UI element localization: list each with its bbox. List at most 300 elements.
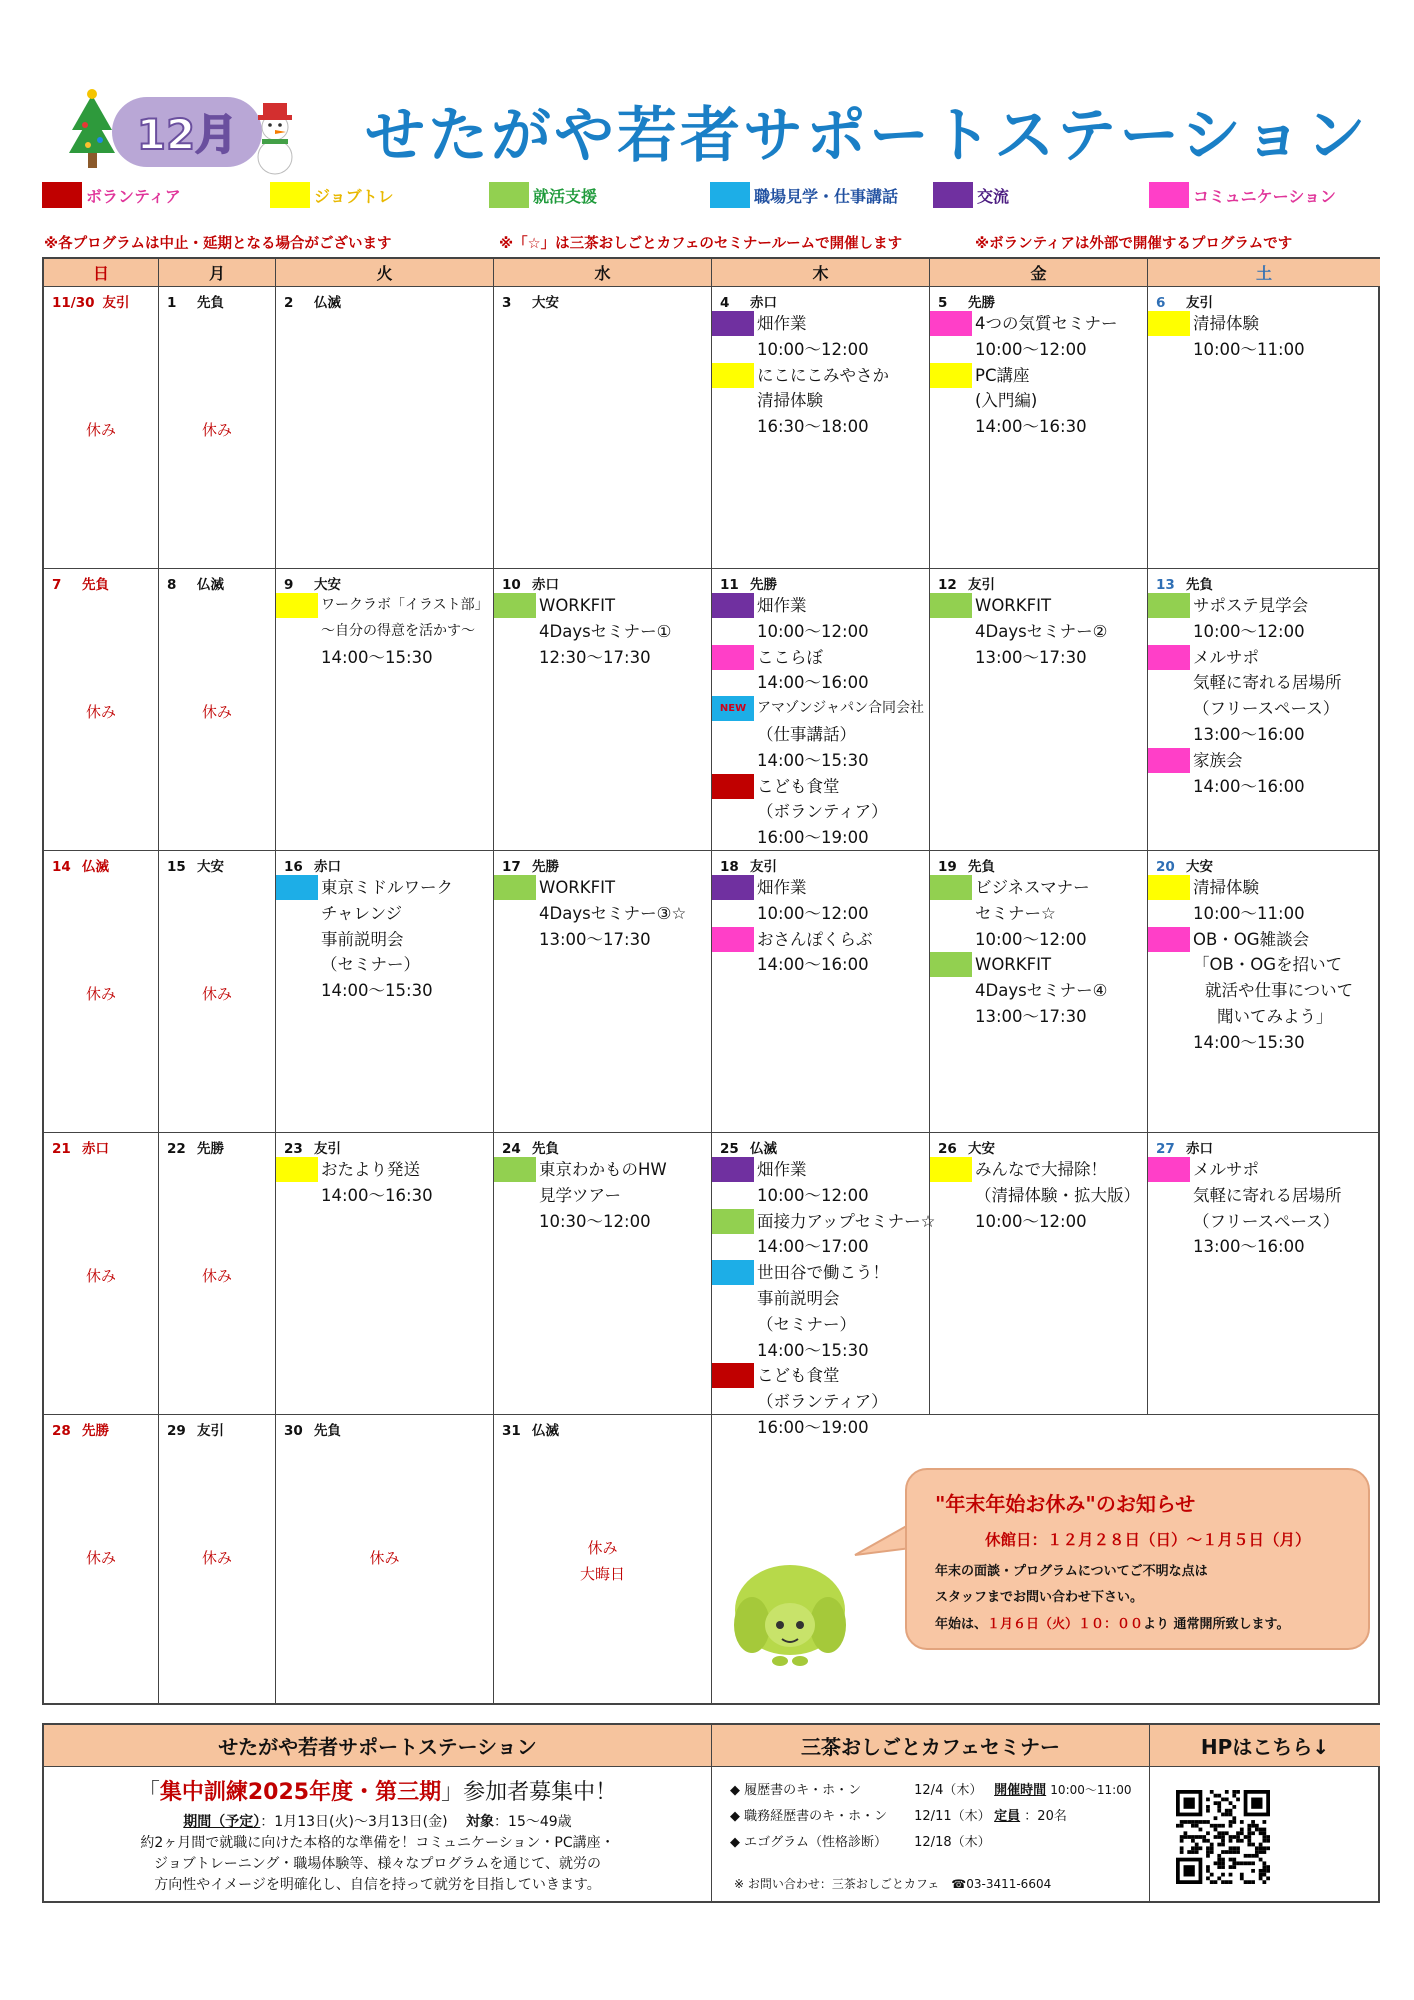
rokuyo-label: 友引 bbox=[314, 1141, 341, 1157]
event-title bbox=[930, 952, 1147, 978]
day-number: 25 bbox=[720, 1141, 739, 1157]
target-label: 対象 bbox=[466, 1814, 495, 1830]
day-cell bbox=[276, 569, 494, 851]
event-detail bbox=[712, 748, 929, 774]
closed-label bbox=[44, 1545, 158, 1571]
event-text: 4つの気質セミナー bbox=[975, 314, 1118, 333]
event-detail bbox=[276, 1183, 493, 1209]
day-cell bbox=[930, 569, 1148, 851]
event-list bbox=[1148, 1157, 1380, 1260]
target-value: ：15～49歳 bbox=[494, 1814, 572, 1830]
event-text: メルサポ bbox=[1193, 647, 1259, 667]
support-station-heading: せたがや若者サポートステーション bbox=[44, 1725, 711, 1767]
category-marker bbox=[1148, 1157, 1190, 1182]
event-detail bbox=[930, 1183, 1147, 1209]
event-detail bbox=[276, 645, 493, 671]
event-text: 10:00～12:00 bbox=[757, 903, 869, 923]
event-detail bbox=[1148, 901, 1380, 927]
event-list bbox=[1148, 311, 1380, 363]
event-text: 14:00～16:30 bbox=[975, 417, 1087, 437]
event-title bbox=[1148, 927, 1380, 953]
category-marker bbox=[712, 1209, 754, 1234]
event-text: 14:00～17:00 bbox=[757, 1237, 869, 1257]
event-detail bbox=[1148, 1209, 1380, 1235]
event-text: （ボランティア） bbox=[757, 1392, 888, 1412]
day-header bbox=[938, 1137, 995, 1157]
category-marker bbox=[1148, 311, 1190, 336]
event-text: 事前説明会 bbox=[757, 1288, 840, 1308]
day-cell bbox=[494, 851, 712, 1133]
day-number: 7 bbox=[52, 577, 62, 593]
day-header bbox=[52, 855, 109, 875]
rokuyo-label: 友引 bbox=[1186, 295, 1213, 311]
closed-text: 休み bbox=[201, 1267, 232, 1285]
day-cell bbox=[712, 1133, 936, 1437]
event-text: （仕事講話） bbox=[757, 724, 856, 744]
desc-line: ジョブトレーニング・職場体験等、様々なプログラムを通じて、就労の bbox=[153, 1856, 602, 1872]
closed-label bbox=[159, 1545, 275, 1571]
event-detail bbox=[930, 414, 1147, 440]
legend-swatch bbox=[710, 182, 750, 208]
event-detail bbox=[712, 619, 929, 645]
day-number: 31 bbox=[502, 1423, 521, 1439]
day-number: 30 bbox=[284, 1423, 303, 1439]
event-text: OB・OG雑談会 bbox=[1193, 929, 1310, 949]
event-title bbox=[712, 927, 929, 953]
event-detail bbox=[930, 619, 1147, 645]
rokuyo-label: 先勝 bbox=[968, 295, 995, 311]
event-text: ビジネスマナー bbox=[975, 878, 1090, 897]
event-text: おたより発送 bbox=[321, 1160, 420, 1179]
day-header bbox=[1156, 1137, 1213, 1157]
rokuyo-label: 先勝 bbox=[532, 859, 559, 875]
support-station-column bbox=[44, 1725, 712, 1901]
day-cell bbox=[276, 1133, 494, 1415]
rokuyo-label: 先負 bbox=[532, 1141, 559, 1157]
event-list bbox=[494, 593, 711, 670]
event-text: 14:00～15:30 bbox=[321, 981, 433, 1001]
event-text: 見学ツアー bbox=[539, 1185, 622, 1205]
event-text: 畑作業 bbox=[757, 314, 807, 333]
day-header bbox=[284, 1137, 341, 1157]
day-number: 2 bbox=[284, 295, 294, 311]
event-text: 4Daysセミナー③☆ bbox=[539, 903, 687, 923]
event-list bbox=[494, 1157, 711, 1234]
event-list bbox=[276, 593, 493, 670]
closed-label bbox=[44, 1263, 158, 1289]
rokuyo-label: 友引 bbox=[750, 859, 777, 875]
event-detail bbox=[930, 1004, 1147, 1030]
event-title bbox=[712, 1209, 936, 1235]
day-number: 5 bbox=[938, 295, 948, 311]
day-cell bbox=[276, 851, 494, 1133]
notice-line-1: 年末の面談・プログラムについてご不明な点は bbox=[935, 1564, 1208, 1579]
event-text: サポステ見学会 bbox=[1193, 596, 1309, 615]
event-text: 13:00～17:30 bbox=[975, 647, 1087, 667]
rokuyo-label: 大安 bbox=[532, 295, 559, 311]
event-text: WORKFIT bbox=[539, 596, 616, 615]
closed-label bbox=[159, 981, 275, 1007]
event-detail bbox=[712, 901, 929, 927]
category-marker bbox=[712, 645, 754, 670]
day-header bbox=[720, 1137, 777, 1157]
rokuyo-label: 仏滅 bbox=[532, 1423, 559, 1439]
headline-close: 」参加者募集中！ bbox=[441, 1780, 618, 1805]
event-detail bbox=[1148, 337, 1380, 363]
event-title bbox=[712, 774, 929, 800]
notice-reopen-date: １月６日（火）１０：００ bbox=[987, 1617, 1144, 1632]
diamond-bullet-icon: ◆ bbox=[730, 1783, 745, 1798]
category-marker bbox=[712, 363, 754, 388]
event-list bbox=[494, 875, 711, 952]
event-text: 東京わかものHW bbox=[539, 1160, 667, 1179]
closed-label bbox=[159, 417, 275, 443]
event-detail bbox=[1148, 670, 1380, 696]
lecture-date: 12/4（木） bbox=[914, 1783, 983, 1798]
event-text: 10:30～12:00 bbox=[539, 1211, 651, 1231]
day-header bbox=[1156, 291, 1213, 311]
contact-line: ※ お問い合わせ：三茶おしごとカフェ ☎03-3411-6604 bbox=[734, 1877, 1052, 1891]
rokuyo-label: 仏滅 bbox=[314, 295, 341, 311]
closed-text: 休み bbox=[201, 1549, 232, 1567]
event-text: 13:00～17:30 bbox=[539, 929, 651, 949]
lecture-name: 職務経歴書のキ・ホ・ン bbox=[744, 1809, 888, 1824]
legend-item bbox=[933, 181, 1009, 209]
qr-code-icon[interactable] bbox=[1176, 1790, 1270, 1884]
event-detail bbox=[712, 670, 929, 696]
day-header bbox=[167, 1419, 224, 1439]
lecture-item bbox=[730, 1779, 1131, 1798]
headline-open: 「 bbox=[137, 1780, 160, 1805]
event-title bbox=[276, 875, 493, 901]
time-value: 10:00～11:00 bbox=[1050, 1783, 1132, 1797]
day-number: 21 bbox=[52, 1141, 71, 1157]
event-detail bbox=[1148, 774, 1380, 800]
closed-label bbox=[44, 981, 158, 1007]
day-header bbox=[720, 291, 777, 311]
event-text: WORKFIT bbox=[975, 596, 1052, 615]
category-legend bbox=[42, 181, 1382, 211]
event-text: 4Daysセミナー① bbox=[539, 621, 672, 641]
event-text: ここらぼ bbox=[757, 647, 823, 667]
event-text: 16:00～19:00 bbox=[757, 828, 869, 848]
day-number: 28 bbox=[52, 1423, 71, 1439]
event-text: 畑作業 bbox=[757, 1160, 807, 1179]
event-title bbox=[930, 363, 1147, 389]
event-title bbox=[1148, 645, 1380, 671]
cafe-seminar-heading: 三茶おしごとカフェセミナー bbox=[712, 1725, 1149, 1767]
day-header bbox=[720, 855, 777, 875]
legend-item bbox=[710, 181, 898, 209]
event-detail bbox=[712, 1183, 929, 1209]
rokuyo-label: 大安 bbox=[968, 1141, 995, 1157]
program-note: ※各プログラムは中止・延期となる場合がございます bbox=[44, 236, 392, 252]
event-detail bbox=[276, 952, 493, 978]
closed-label bbox=[159, 699, 275, 725]
category-marker bbox=[1148, 593, 1190, 618]
day-cell bbox=[1148, 287, 1380, 569]
legend-item bbox=[270, 181, 394, 209]
closed-text: 休み bbox=[85, 421, 116, 439]
event-text: こども食堂 bbox=[757, 776, 840, 796]
event-text: にこにこみやさか bbox=[757, 365, 889, 385]
closed-label bbox=[44, 699, 158, 725]
event-text: 聞いてみよう」 bbox=[1217, 1006, 1333, 1026]
rokuyo-label: 仏滅 bbox=[197, 577, 224, 593]
category-marker bbox=[930, 952, 972, 977]
event-list bbox=[276, 875, 493, 1004]
event-detail bbox=[712, 722, 929, 748]
event-title bbox=[712, 311, 929, 337]
event-detail bbox=[1148, 978, 1380, 1004]
closed-label bbox=[276, 1545, 493, 1571]
rokuyo-label: 友引 bbox=[197, 1423, 224, 1439]
day-number: 12 bbox=[938, 577, 957, 593]
new-badge: NEW bbox=[712, 696, 754, 721]
day-header bbox=[1156, 573, 1213, 593]
legend-swatch bbox=[270, 182, 310, 208]
rokuyo-label: 先勝 bbox=[750, 577, 777, 593]
day-cell bbox=[712, 569, 930, 851]
day-number: 10 bbox=[502, 577, 521, 593]
capacity-label: 定員 bbox=[994, 1809, 1021, 1824]
day-header bbox=[1156, 855, 1213, 875]
event-title bbox=[1148, 875, 1380, 901]
legend-label: 就活支援 bbox=[533, 186, 598, 206]
event-detail bbox=[930, 901, 1147, 927]
homepage-heading: HPはこちら↓ bbox=[1150, 1725, 1380, 1767]
mascot-character-icon bbox=[730, 1555, 850, 1670]
legend-label: ボランティア bbox=[86, 186, 181, 206]
day-number: 17 bbox=[502, 859, 521, 875]
event-text: 12:30～17:30 bbox=[539, 647, 651, 667]
event-title bbox=[494, 593, 711, 619]
event-detail bbox=[494, 927, 711, 953]
rokuyo-label: 赤口 bbox=[82, 1141, 109, 1157]
event-text: 就活や仕事について bbox=[1205, 981, 1354, 1001]
event-text: 14:00～16:00 bbox=[757, 955, 869, 975]
event-detail bbox=[1148, 1234, 1380, 1260]
event-title bbox=[276, 1157, 493, 1183]
category-marker bbox=[712, 875, 754, 900]
day-cell bbox=[159, 287, 276, 569]
legend-label: ジョブトレ bbox=[314, 186, 394, 206]
rokuyo-label: 仏滅 bbox=[750, 1141, 777, 1157]
rokuyo-label: 先勝 bbox=[82, 1423, 109, 1439]
day-cell bbox=[712, 287, 930, 569]
weekday-header: 木 bbox=[712, 259, 930, 287]
day-header bbox=[284, 291, 341, 311]
day-cell bbox=[494, 1133, 712, 1415]
event-title bbox=[712, 645, 929, 671]
time-label: 開催時間 bbox=[994, 1783, 1047, 1798]
day-cell bbox=[44, 1133, 159, 1415]
event-text: 10:00～12:00 bbox=[757, 339, 869, 359]
event-detail bbox=[930, 337, 1147, 363]
category-marker bbox=[930, 1157, 972, 1182]
christmas-tree-icon bbox=[69, 89, 115, 168]
closed-text: 大晦日 bbox=[579, 1565, 625, 1583]
day-header bbox=[52, 291, 130, 311]
day-header bbox=[720, 573, 777, 593]
category-marker bbox=[276, 1157, 318, 1182]
event-detail bbox=[1148, 619, 1380, 645]
event-detail bbox=[1148, 952, 1380, 978]
event-detail bbox=[930, 388, 1147, 414]
lecture-date: 12/18（木） bbox=[914, 1835, 991, 1850]
event-detail bbox=[930, 1209, 1147, 1235]
weekday-header: 水 bbox=[494, 259, 712, 287]
event-detail bbox=[712, 1286, 929, 1312]
day-header bbox=[938, 291, 995, 311]
event-text: 13:00～16:00 bbox=[1193, 1237, 1305, 1257]
event-text: 13:00～17:30 bbox=[975, 1006, 1087, 1026]
day-header bbox=[502, 291, 559, 311]
day-header bbox=[502, 855, 559, 875]
day-number: 6 bbox=[1156, 295, 1166, 311]
day-header bbox=[52, 1137, 109, 1157]
event-list bbox=[930, 1157, 1147, 1234]
closed-text: 休み bbox=[201, 985, 232, 1003]
event-list bbox=[712, 311, 929, 440]
lecture-item bbox=[730, 1805, 1067, 1824]
rokuyo-label: 友引 bbox=[102, 295, 130, 311]
rokuyo-label: 仏滅 bbox=[82, 859, 109, 875]
category-marker bbox=[1148, 748, 1190, 773]
event-detail bbox=[276, 901, 493, 927]
period-value: ：1月13日(火)～3月13日(金) bbox=[260, 1814, 448, 1830]
event-detail bbox=[494, 645, 711, 671]
day-cell bbox=[494, 287, 712, 569]
day-cell bbox=[1148, 1133, 1380, 1415]
category-marker bbox=[494, 593, 536, 618]
category-marker bbox=[930, 363, 972, 388]
event-text: 10:00～11:00 bbox=[1193, 903, 1305, 923]
notice-line-3 bbox=[935, 1613, 1290, 1632]
event-text: 「OB・OGを招いて bbox=[1193, 955, 1343, 975]
event-text: （セミナー） bbox=[321, 955, 420, 975]
event-title bbox=[1148, 1157, 1380, 1183]
weekday-header: 火 bbox=[276, 259, 494, 287]
event-list bbox=[712, 1157, 936, 1441]
day-cell bbox=[1148, 851, 1380, 1133]
event-text: 10:00～12:00 bbox=[975, 929, 1087, 949]
event-title bbox=[712, 1363, 929, 1389]
event-text: 10:00～12:00 bbox=[975, 1211, 1087, 1231]
desc-line: 方向性やイメージを明確化し、自信を持って就労を目指していきます。 bbox=[154, 1877, 601, 1893]
event-detail bbox=[276, 978, 493, 1004]
day-number: 20 bbox=[1156, 859, 1175, 875]
event-text: （ボランティア） bbox=[757, 802, 888, 822]
legend-swatch bbox=[489, 182, 529, 208]
desc-line: 約2ヶ月間で就職に向けた本格的な準備を！コミュニケーション・PC講座・ bbox=[140, 1835, 615, 1851]
notice-line-2: スタッフまでお問い合わせ下さい。 bbox=[935, 1590, 1144, 1605]
event-detail bbox=[494, 901, 711, 927]
category-marker bbox=[930, 875, 972, 900]
event-title bbox=[712, 875, 929, 901]
event-detail bbox=[712, 799, 929, 825]
day-header bbox=[502, 1419, 559, 1439]
event-title bbox=[712, 1157, 929, 1183]
category-marker bbox=[712, 1260, 754, 1285]
day-number: 1 bbox=[167, 295, 177, 311]
event-title bbox=[494, 1157, 711, 1183]
day-header bbox=[167, 855, 224, 875]
event-title bbox=[494, 875, 711, 901]
event-list bbox=[1148, 593, 1380, 799]
event-text: 面接力アップセミナー☆ bbox=[757, 1211, 936, 1231]
day-header bbox=[167, 573, 224, 593]
event-title bbox=[712, 1260, 929, 1286]
event-detail bbox=[1148, 1030, 1380, 1056]
event-text: （清掃体験・拡大版） bbox=[975, 1185, 1140, 1205]
period-label: 期間（予定） bbox=[183, 1814, 261, 1830]
rokuyo-label: 友引 bbox=[968, 577, 995, 593]
lecture-name: 履歴書のキ・ホ・ン bbox=[744, 1783, 862, 1798]
event-detail bbox=[1148, 722, 1380, 748]
legend-item bbox=[1149, 181, 1336, 209]
program-note: ※ボランティアは外部で開催するプログラムです bbox=[975, 236, 1293, 252]
day-number: 15 bbox=[167, 859, 186, 875]
december-logo bbox=[70, 85, 300, 180]
closed-text: 休み bbox=[201, 421, 232, 439]
event-title bbox=[712, 593, 929, 619]
event-text: 気軽に寄れる居場所 bbox=[1193, 673, 1342, 693]
weekday-header: 土 bbox=[1148, 259, 1380, 287]
headline-program: 集中訓練2025年度・第三期 bbox=[159, 1780, 442, 1805]
day-number: 11 bbox=[720, 577, 739, 593]
legend-label: コミュニケーション bbox=[1193, 186, 1337, 206]
category-marker bbox=[712, 927, 754, 952]
day-header bbox=[938, 573, 995, 593]
event-text: おさんぽくらぶ bbox=[757, 929, 873, 949]
category-marker bbox=[712, 1363, 754, 1388]
closed-label bbox=[44, 417, 158, 443]
event-text: 14:00～15:30 bbox=[321, 647, 433, 667]
event-text: （フリースペース） bbox=[1193, 1211, 1340, 1231]
event-text: 16:00～19:00 bbox=[757, 1417, 869, 1437]
day-cell bbox=[159, 569, 276, 851]
lecture-item bbox=[730, 1831, 991, 1850]
event-list bbox=[930, 875, 1147, 1030]
category-marker bbox=[494, 875, 536, 900]
day-cell bbox=[159, 1133, 276, 1415]
event-text: 10:00～12:00 bbox=[757, 621, 869, 641]
notice-closed-dates: 休館日：１２月２８日（日）～１月５日（月） bbox=[985, 1531, 1311, 1549]
event-detail bbox=[930, 645, 1147, 671]
event-list bbox=[1148, 875, 1380, 1056]
event-text: 14:00～15:30 bbox=[757, 750, 869, 770]
event-detail bbox=[712, 414, 929, 440]
training-headline bbox=[44, 1775, 711, 1806]
event-title bbox=[930, 1157, 1147, 1183]
day-number: 26 bbox=[938, 1141, 957, 1157]
weekday-header: 金 bbox=[930, 259, 1148, 287]
event-text: 10:00～12:00 bbox=[757, 1185, 869, 1205]
event-detail bbox=[712, 1234, 929, 1260]
event-list bbox=[712, 593, 929, 851]
event-text: 清掃体験 bbox=[1193, 314, 1259, 333]
category-marker bbox=[712, 311, 754, 336]
diamond-bullet-icon: ◆ bbox=[730, 1809, 745, 1824]
event-title bbox=[1148, 748, 1380, 774]
event-text: (入門編) bbox=[975, 391, 1038, 411]
day-cell bbox=[1148, 569, 1380, 851]
event-text: 清掃体験 bbox=[1193, 878, 1259, 897]
event-detail bbox=[712, 1389, 929, 1415]
rokuyo-label: 大安 bbox=[1186, 859, 1213, 875]
event-detail bbox=[712, 952, 929, 978]
